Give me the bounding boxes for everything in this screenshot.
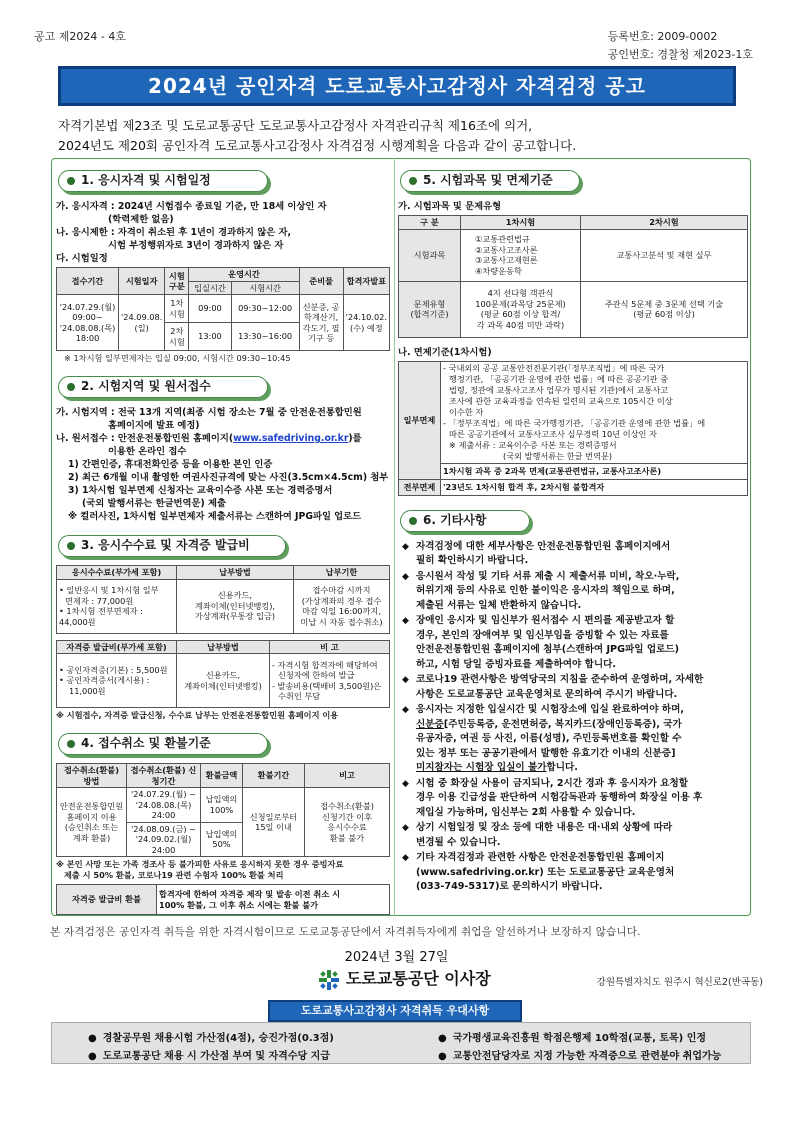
fee-table: 응시수수료(부가세 포함) 납부방법 납부기한 • 일반응시 및 1차시험 일부 면제자 : 77,000원 • 1차시험 전부면제자 : 44,000원 신용카드, 계좌이체(인터넷뱅킹), 가상계좌(무통장 입금) 접수마감 시까지 (가상계좌의 경우 접수 마감 익일 16:00까지, 미납 시 자동 접수취소) <box>56 565 390 634</box>
organization: 도로교통공단 이사장 <box>318 966 491 992</box>
bullet-dot-icon <box>67 740 75 748</box>
s2-application: 나. 원서접수 : 안전운전통합민원 홈페이지(www.safedriving.or.kr)를 <box>56 433 362 444</box>
section-3-heading: 3. 응시수수료 및 자격증 발급비 <box>56 533 390 559</box>
s5-subjects-label: 가. 시험과목 및 문제유형 <box>398 201 502 212</box>
intro-text <box>58 116 738 156</box>
s6-bullet-6: ◆ 시험 중 화장실 사용이 금지되나, 2시간 경과 후 응시자가 요청할 경우 이용 긴급성을 판단하여 시험감독관과 동행하여 화장실 이용 후 재입실 가능하며, 임신부는 2회 사용할 수 있습니다. <box>402 777 703 818</box>
bullet-dot-icon: ● <box>438 1033 447 1044</box>
refund-table: 접수취소(환불) 방법 접수취소(환불) 신청기간 환불금액 환불기간 비고 안전운전통합민원 홈페이지 이용 (승인취소 또는 계좌 환불) '24.07.29.(월) ~ '24.08.08.(목) 24:00 납입액의 100% 신청일로부터 15일 이내 접수취소(환불) 신청기간 이후 응시수수료 환불 불가 '24.08.09.(금) ~ '24.09.02.(월) 24:00 납입액의 50% <box>56 763 390 857</box>
s6-bullet-5: ◆ 응시자는 지정한 입실시간 및 시험장소에 입실 완료하여야 하며, 신분증[주민등록증, 운전면허증, 복지카드(장애인등록증), 국가 유공자증, 여권 등 사진, 이름(성명), 주민등록번호를 확인할 수 있는 정부 또는 공공기관에서 발행한 유효기간 이내의 신분증] 미지참자는 시험장 입실이 불가합니다. <box>402 704 684 773</box>
s6-bullet-4: ◆ 코로나19 관련사항은 방역당국의 지침을 준수하여 운영하며, 자세한 사항은 도로교통공단 교육운영처로 문의하여 주시기 바랍니다. <box>402 674 704 700</box>
bullet-dot-icon <box>67 542 75 550</box>
bullet-dot-icon: ● <box>88 1051 97 1062</box>
s2-item-3b: (국외 발행서류는 한글번역문) 제출 <box>82 498 226 509</box>
bullet-dot-icon: ● <box>88 1033 97 1044</box>
s4-note: ※ 본인 사망 또는 가족 경조사 등 불가피한 사유로 응시하지 못한 경우 증빙자료 제출 시 50% 환불, 코로나19 관련 수험자 100% 환불 처리 <box>56 859 344 880</box>
s5-exemption-label: 나. 면제기준(1차시험) <box>398 346 492 358</box>
preference-box <box>51 1022 751 1064</box>
right-column <box>398 162 748 896</box>
intro-line-1: 자격기본법 제23조 및 도로교통공단 도로교통사고감정사 자격관리규칙 제16조에 의거, <box>58 118 533 133</box>
notice-number: 공고 제2024 - 4호 <box>34 30 126 43</box>
section-1-heading: 1. 응시자격 및 시험일정 <box>56 168 390 194</box>
s2-region-2: 홈페이지에 발표 예정) <box>108 420 200 431</box>
notice-date: 2024년 3월 27일 <box>344 950 449 965</box>
intro-line-2: 2024년도 제20회 공인자격 도로교통사고감정사 자격검정 시행계획을 다음과 같이 공고합니다. <box>58 138 577 153</box>
s1-eligibility-2: (학력제한 없음) <box>108 214 174 225</box>
header-right <box>608 28 753 64</box>
diamond-icon: ◆ <box>402 675 409 685</box>
s1-eligibility: 가. 응시자격 : 2024년 시험접수 종료일 기준, 만 18세 이상인 자 <box>56 201 327 212</box>
koroad-logo-icon <box>318 969 340 991</box>
diamond-icon: ◆ <box>402 705 409 715</box>
bullet-dot-icon <box>67 383 75 391</box>
diamond-icon: ◆ <box>402 778 409 789</box>
diamond-icon: ◆ <box>402 823 409 833</box>
certificate-refund-table: 자격증 발급비 환불 합격자에 한하여 자격증 제작 및 발송 이전 취소 시 100% 환불, 그 이후 취소 시에는 환불 불가 <box>56 884 390 915</box>
bullet-dot-icon <box>409 177 417 185</box>
diamond-icon: ◆ <box>402 616 409 626</box>
preference-title: 도로교통사고감정사 자격취득 우대사항 <box>268 1000 522 1022</box>
s2-region: 가. 시험지역 : 전국 13개 지역(최종 시험 장소는 7월 중 안전운전통합민원 <box>56 407 362 418</box>
pref-item-3: ● 도로교통공단 채용 시 가산점 부여 및 자격수당 지급 <box>88 1051 330 1062</box>
s1-restriction-2: 시험 부정행위자로 3년이 경과하지 않은 자 <box>108 240 284 251</box>
s2-item-note: ※ 컬러사진, 1차시험 일부면제자 제출서류는 스캔하여 JPG파일 업로드 <box>68 511 362 522</box>
bullet-dot-icon: ● <box>438 1051 447 1062</box>
s6-bullet-2: ◆ 응시원서 작성 및 기타 서류 제출 시 제출서류 미비, 착오·누락, 허위기재 등의 사유로 인한 불이익은 응시자의 책임으로 하며, 제출된 서류는 일체 반환하지 않습니다. <box>402 570 680 611</box>
organization-address: 강원특별자치도 원주시 혁신로2(반곡동) <box>596 977 763 988</box>
s1-schedule-label: 다. 시험일정 <box>56 253 108 264</box>
section-4-heading: 4. 접수취소 및 환불기준 <box>56 731 390 757</box>
diamond-icon: ◆ <box>402 571 409 582</box>
section-5-heading: 5. 시험과목 및 면제기준 <box>398 168 748 194</box>
registration-number: 등록번호: 2009-0002 <box>607 30 718 43</box>
bullet-dot-icon <box>67 177 75 185</box>
section-2-heading: 2. 시험지역 및 원서접수 <box>56 374 390 400</box>
s1-restriction: 나. 응시제한 : 자격이 취소된 후 1년이 경과하지 않은 자, <box>56 227 291 238</box>
subjects-table: 구 분 1차시험 2차시험 시험과목 ①교통관련법규 ②교통사고조사론 ③교통사고재현론 ④차량운동학 교통사고분석 및 재현 실무 문제유형 (합격기준) 4지 선다형 객관식 100문제(과목당 25문제) (평균 60점 이상 합격/ 각 과목 40점 미만 과락) 주관식 5문제 중 3문제 선택 기술 (평균 60점 이상) <box>398 215 748 338</box>
s6-bullet-7: ◆ 상기 시험일정 및 장소 등에 대한 내용은 대·내외 상황에 따라 변경될 수 있습니다. <box>402 822 673 848</box>
section-6-heading: 6. 기타사항 <box>398 508 748 534</box>
certificate-fee-table: 자격증 발급비(부가세 포함) 납부방법 비 고 • 공인자격증(기본) : 5,500원 • 공인자격증서(게시용) : 11,000원 신용카드, 계좌이체(인터넷뱅킹) - 자격시험 합격자에 해당하여 신청자에 한하여 발급 - 발송비용(택배비 3,500원)은 수취인 부담 <box>56 640 390 709</box>
column-divider <box>394 158 395 916</box>
bullet-dot-icon <box>409 517 417 525</box>
pref-item-1: ● 경찰공무원 채용시험 가산점(4점), 승진가점(0.3점) <box>88 1033 334 1044</box>
page-title: 2024년 공인자격 도로교통사고감정사 자격검정 공고 <box>58 66 736 106</box>
s2-item-3: 3) 1차시험 일부면제 신청자는 교육이수증 사본 또는 경력증명서 <box>68 485 333 496</box>
safedriving-link[interactable]: www.safedriving.or.kr <box>233 433 349 444</box>
public-number: 공인번호: 경찰청 제2023-1호 <box>607 48 753 61</box>
diamond-icon: ◆ <box>402 541 409 552</box>
s1-note: ※ 1차시험 일부면제자는 입실 09:00, 시험시간 09:30~10:45 <box>64 353 291 363</box>
s2-application-2: 이용한 온라인 접수 <box>108 446 187 457</box>
diamond-icon: ◆ <box>402 853 409 863</box>
left-column <box>56 162 390 915</box>
pref-item-4: ● 교통안전담당자로 지정 가능한 자격증으로 관련분야 취업가능 <box>438 1051 722 1062</box>
exam-schedule-table: 접수기간 시험일자 시험구분 운영시간 준비물 합격자발표 입실시간 시험시간 '24.07.29.(월) 09:00~ '24.08.08.(목) 18:00 '24.09.08.(일) 1차시험 09:00 09:30~12:00 신분증, 공학계산기, 각도기, 필기구 등 '24.10.02.(수) 예정 2차시험 13:00 13:30~16:00 <box>56 267 390 351</box>
s6-bullet-8: ◆ 기타 자격검정과 관련한 사항은 안전운전통합민원 홈페이지 (www.safedriving.or.kr) 또는 도로교통공단 교육운영처 (033-749-5317)로 문의하시기 바랍니다. <box>402 852 675 892</box>
s3-note: ※ 시험접수, 자격증 발급신청, 수수료 납부는 안전운전통합민원 홈페이지 이용 <box>56 710 339 720</box>
disclaimer-note: 본 자격검정은 공인자격 취득을 위한 자격시험이므로 도로교통공단에서 자격취득자에게 취업을 알선하거나 보장하지 않습니다. <box>50 926 641 938</box>
s6-bullet-3: ◆ 장애인 응시자 및 임신부가 원서접수 시 편의를 제공받고자 할 경우, 본인의 장애여부 및 임신부임을 증빙할 수 있는 자료를 안전운전통합민원 홈페이지에 첨부(스캔하여 JPG파일 업로드) 하고, 시험 당일 증빙자료를 제출하여야 합니다. <box>402 615 680 670</box>
s2-item-1: 1) 간편인증, 휴대전화인증 등을 이용한 본인 인증 <box>68 459 273 470</box>
s6-bullet-1: ◆ 자격검정에 대한 세부사항은 안전운전통합민원 홈페이지에서 필히 확인하시기 바랍니다. <box>402 540 671 566</box>
s2-item-2: 2) 최근 6개월 이내 촬영한 여권사진규격에 맞는 사진(3.5cm×4.5cm) 첨부 <box>68 472 389 483</box>
exemption-table: 일부면제 - 국내외의 공공 교통안전전문기관(「정부조직법」에 따른 국가 행정기관, 「공공기관 운영에 관한 법률」에 따른 공공기관 중 법령, 정관에 교통사고조사 업무가 명시된 기관)에서 교통사고 조사에 관한 교육과정을 연속된 일련의 교육으로 105시간 이상 이수한 자 - 「정부조직법」에 따른 국가행정기관, 「공공기관 운영에 관한 법률」에 따른 공공기관에서 교통사고조사 실무경력 10년 이상인 자 ※ 제출서류 : 교육이수증 사본 또는 경력증명서 (국외 발행서류는 한글 번역문) 1차시험 과목 중 2과목 면제(교통관련법규, 교통사고조사론) 전부면제 '23년도 1차시험 합격 후, 2차시험 불합격자 <box>398 361 748 496</box>
pref-item-2: ● 국가평생교육진흥원 학점은행제 10학점(교통, 토목) 인정 <box>438 1033 707 1044</box>
